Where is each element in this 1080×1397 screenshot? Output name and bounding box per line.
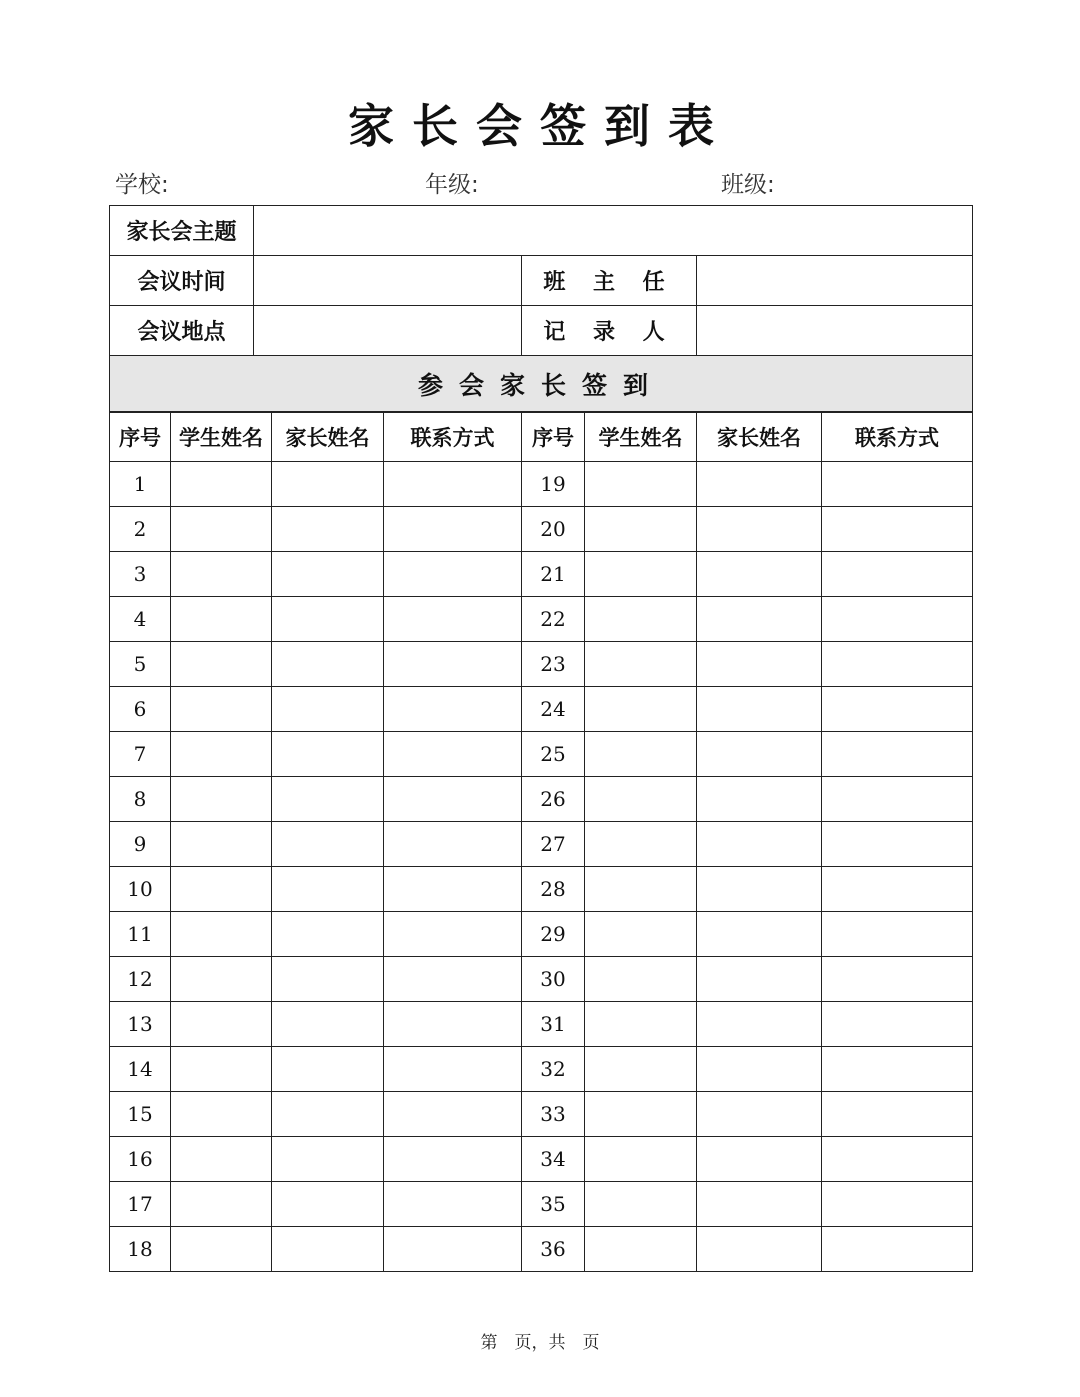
row-index-right: 36: [522, 1227, 585, 1272]
class-label: 班级:: [721, 172, 775, 198]
row-index-left: 12: [110, 957, 171, 1002]
contact-cell[interactable]: [822, 1137, 973, 1182]
row-index-left: 15: [110, 1092, 171, 1137]
location-field[interactable]: [254, 306, 522, 356]
parent-name-cell[interactable]: [697, 957, 822, 1002]
parent-name-cell[interactable]: [697, 1227, 822, 1272]
contact-cell[interactable]: [384, 957, 522, 1002]
row-index-left: 14: [110, 1047, 171, 1092]
row-index-right: 21: [522, 552, 585, 597]
student-name-cell[interactable]: [171, 1047, 272, 1092]
row-index-right: 30: [522, 957, 585, 1002]
student-name-cell[interactable]: [585, 912, 697, 957]
table-row: [110, 552, 973, 597]
contact-cell[interactable]: [822, 1047, 973, 1092]
contact-cell[interactable]: [822, 957, 973, 1002]
recorder-field[interactable]: [697, 306, 973, 356]
student-name-cell[interactable]: [171, 1227, 272, 1272]
table-row: [110, 1047, 973, 1092]
contact-cell[interactable]: [384, 642, 522, 687]
parent-name-cell[interactable]: [697, 867, 822, 912]
student-name-cell[interactable]: [171, 777, 272, 822]
parent-name-cell[interactable]: [697, 597, 822, 642]
page-title: 家长会签到表: [348, 99, 732, 153]
location-label: 会议地点: [110, 306, 254, 356]
parent-name-cell[interactable]: [697, 1047, 822, 1092]
row-index-left: 2: [110, 507, 171, 552]
student-name-cell[interactable]: [171, 552, 272, 597]
parent-name-cell[interactable]: [697, 777, 822, 822]
section-title: 参会家长签到: [110, 356, 973, 413]
school-label: 学校:: [115, 172, 169, 198]
row-index-left: 4: [110, 597, 171, 642]
parent-name-cell[interactable]: [272, 687, 384, 732]
parent-name-cell[interactable]: [272, 552, 384, 597]
student-name-cell[interactable]: [171, 1137, 272, 1182]
table-row: [110, 597, 973, 642]
contact-cell[interactable]: [384, 1002, 522, 1047]
row-index-right: 29: [522, 912, 585, 957]
row-index-left: 13: [110, 1002, 171, 1047]
student-name-cell[interactable]: [585, 462, 697, 507]
student-name-cell[interactable]: [171, 597, 272, 642]
contact-cell[interactable]: [822, 777, 973, 822]
row-index-left: 18: [110, 1227, 171, 1272]
row-index-left: 6: [110, 687, 171, 732]
table-row: [110, 822, 973, 867]
table-row: [110, 867, 973, 912]
student-name-cell[interactable]: [585, 732, 697, 777]
student-name-cell[interactable]: [171, 957, 272, 1002]
row-index-left: 11: [110, 912, 171, 957]
teacher-field[interactable]: [697, 256, 973, 306]
contact-cell[interactable]: [384, 732, 522, 777]
parent-name-cell[interactable]: [697, 687, 822, 732]
student-name-cell[interactable]: [171, 642, 272, 687]
student-name-cell[interactable]: [171, 462, 272, 507]
parent-name-cell[interactable]: [697, 552, 822, 597]
row-index-right: 20: [522, 507, 585, 552]
student-name-cell[interactable]: [585, 822, 697, 867]
parent-name-cell[interactable]: [697, 1182, 822, 1227]
contact-cell[interactable]: [384, 552, 522, 597]
parent-name-cell[interactable]: [272, 1227, 384, 1272]
table-row: [110, 777, 973, 822]
parent-name-cell[interactable]: [697, 1137, 822, 1182]
row-index-right: 23: [522, 642, 585, 687]
parent-name-cell[interactable]: [272, 777, 384, 822]
parent-name-cell[interactable]: [697, 507, 822, 552]
row-index-left: 16: [110, 1137, 171, 1182]
table-row: [110, 1002, 973, 1047]
row-index-left: 3: [110, 552, 171, 597]
contact-cell[interactable]: [822, 912, 973, 957]
parent-name-cell[interactable]: [272, 732, 384, 777]
col-student-left: 学生姓名: [171, 412, 272, 462]
row-index-right: 19: [522, 462, 585, 507]
student-name-cell[interactable]: [171, 1182, 272, 1227]
student-name-cell[interactable]: [585, 1227, 697, 1272]
student-name-cell[interactable]: [585, 1182, 697, 1227]
row-index-right: 33: [522, 1092, 585, 1137]
table-row: [110, 642, 973, 687]
parent-name-cell[interactable]: [697, 1092, 822, 1137]
student-name-cell[interactable]: [171, 732, 272, 777]
contact-cell[interactable]: [384, 1227, 522, 1272]
contact-cell[interactable]: [384, 867, 522, 912]
time-label: 会议时间: [110, 256, 254, 306]
student-name-cell[interactable]: [585, 687, 697, 732]
row-index-right: 34: [522, 1137, 585, 1182]
table-row: [110, 1227, 973, 1272]
student-name-cell[interactable]: [585, 867, 697, 912]
contact-cell[interactable]: [384, 1047, 522, 1092]
column-header-row: [110, 412, 973, 462]
row-index-right: 24: [522, 687, 585, 732]
contact-cell[interactable]: [384, 597, 522, 642]
parent-name-cell[interactable]: [272, 597, 384, 642]
student-name-cell[interactable]: [171, 822, 272, 867]
time-field[interactable]: [254, 256, 522, 306]
parent-name-cell[interactable]: [272, 957, 384, 1002]
contact-cell[interactable]: [384, 777, 522, 822]
contact-cell[interactable]: [822, 1182, 973, 1227]
teacher-label: 班 主 任: [522, 256, 697, 306]
parent-name-cell[interactable]: [272, 1092, 384, 1137]
row-index-right: 28: [522, 867, 585, 912]
col-parent-left: 家长姓名: [272, 412, 384, 462]
row-index-right: 35: [522, 1182, 585, 1227]
contact-cell[interactable]: [384, 687, 522, 732]
table-row: [110, 462, 973, 507]
topic-label: 家长会主题: [110, 206, 254, 256]
contact-cell[interactable]: [822, 1227, 973, 1272]
table-row: [110, 912, 973, 957]
parent-name-cell[interactable]: [697, 462, 822, 507]
contact-cell[interactable]: [822, 462, 973, 507]
student-name-cell[interactable]: [171, 1092, 272, 1137]
contact-cell[interactable]: [384, 1182, 522, 1227]
row-index-left: 9: [110, 822, 171, 867]
row-index-left: 17: [110, 1182, 171, 1227]
grade-label: 年级:: [425, 172, 479, 198]
table-row: [110, 957, 973, 1002]
row-index-right: 27: [522, 822, 585, 867]
parent-name-cell[interactable]: [272, 507, 384, 552]
parent-name-cell[interactable]: [697, 642, 822, 687]
student-name-cell[interactable]: [585, 597, 697, 642]
parent-name-cell[interactable]: [272, 1182, 384, 1227]
parent-name-cell[interactable]: [697, 732, 822, 777]
row-index-right: 32: [522, 1047, 585, 1092]
student-name-cell[interactable]: [585, 1002, 697, 1047]
contact-cell[interactable]: [384, 912, 522, 957]
contact-cell[interactable]: [822, 552, 973, 597]
row-index-left: 5: [110, 642, 171, 687]
table-row: [110, 507, 973, 552]
parent-name-cell[interactable]: [272, 642, 384, 687]
student-name-cell[interactable]: [171, 687, 272, 732]
contact-cell[interactable]: [384, 822, 522, 867]
contact-cell[interactable]: [822, 1092, 973, 1137]
contact-cell[interactable]: [822, 642, 973, 687]
parent-name-cell[interactable]: [272, 1137, 384, 1182]
student-name-cell[interactable]: [171, 912, 272, 957]
page-footer: 第 页，共 页: [480, 1333, 600, 1353]
meeting-info-table: [109, 205, 973, 413]
contact-cell[interactable]: [822, 822, 973, 867]
parent-name-cell[interactable]: [272, 867, 384, 912]
parent-name-cell[interactable]: [272, 822, 384, 867]
student-name-cell[interactable]: [171, 507, 272, 552]
col-parent-right: 家长姓名: [697, 412, 822, 462]
student-name-cell[interactable]: [585, 1047, 697, 1092]
contact-cell[interactable]: [822, 687, 973, 732]
contact-cell[interactable]: [384, 1137, 522, 1182]
contact-cell[interactable]: [822, 867, 973, 912]
row-index-left: 8: [110, 777, 171, 822]
row-index-left: 7: [110, 732, 171, 777]
col-student-right: 学生姓名: [585, 412, 697, 462]
row-index-left: 1: [110, 462, 171, 507]
table-row: [110, 1182, 973, 1227]
col-contact-right: 联系方式: [822, 412, 973, 462]
table-row: [110, 687, 973, 732]
parent-name-cell[interactable]: [272, 1002, 384, 1047]
contact-cell[interactable]: [822, 507, 973, 552]
row-index-right: 22: [522, 597, 585, 642]
student-name-cell[interactable]: [585, 777, 697, 822]
student-name-cell[interactable]: [585, 957, 697, 1002]
row-index-left: 10: [110, 867, 171, 912]
student-name-cell[interactable]: [585, 1092, 697, 1137]
contact-cell[interactable]: [384, 507, 522, 552]
student-name-cell[interactable]: [171, 867, 272, 912]
student-name-cell[interactable]: [585, 642, 697, 687]
sign-in-table: [109, 411, 973, 1272]
row-index-right: 31: [522, 1002, 585, 1047]
student-name-cell[interactable]: [171, 1002, 272, 1047]
contact-cell[interactable]: [384, 462, 522, 507]
contact-cell[interactable]: [822, 1002, 973, 1047]
parent-name-cell[interactable]: [697, 822, 822, 867]
contact-cell[interactable]: [384, 1092, 522, 1137]
student-name-cell[interactable]: [585, 507, 697, 552]
row-index-right: 25: [522, 732, 585, 777]
table-row: [110, 1137, 973, 1182]
recorder-label: 记 录 人: [522, 306, 697, 356]
table-row: [110, 732, 973, 777]
parent-name-cell[interactable]: [697, 1002, 822, 1047]
student-name-cell[interactable]: [585, 552, 697, 597]
parent-name-cell[interactable]: [272, 1047, 384, 1092]
col-contact-left: 联系方式: [384, 412, 522, 462]
contact-cell[interactable]: [822, 597, 973, 642]
contact-cell[interactable]: [822, 732, 973, 777]
parent-name-cell[interactable]: [272, 912, 384, 957]
row-index-right: 26: [522, 777, 585, 822]
student-name-cell[interactable]: [585, 1137, 697, 1182]
parent-name-cell[interactable]: [272, 462, 384, 507]
table-row: [110, 1092, 973, 1137]
topic-field[interactable]: [254, 206, 973, 256]
info-row: [115, 166, 975, 200]
col-index-right: 序号: [522, 412, 585, 462]
col-index-left: 序号: [110, 412, 171, 462]
parent-name-cell[interactable]: [697, 912, 822, 957]
